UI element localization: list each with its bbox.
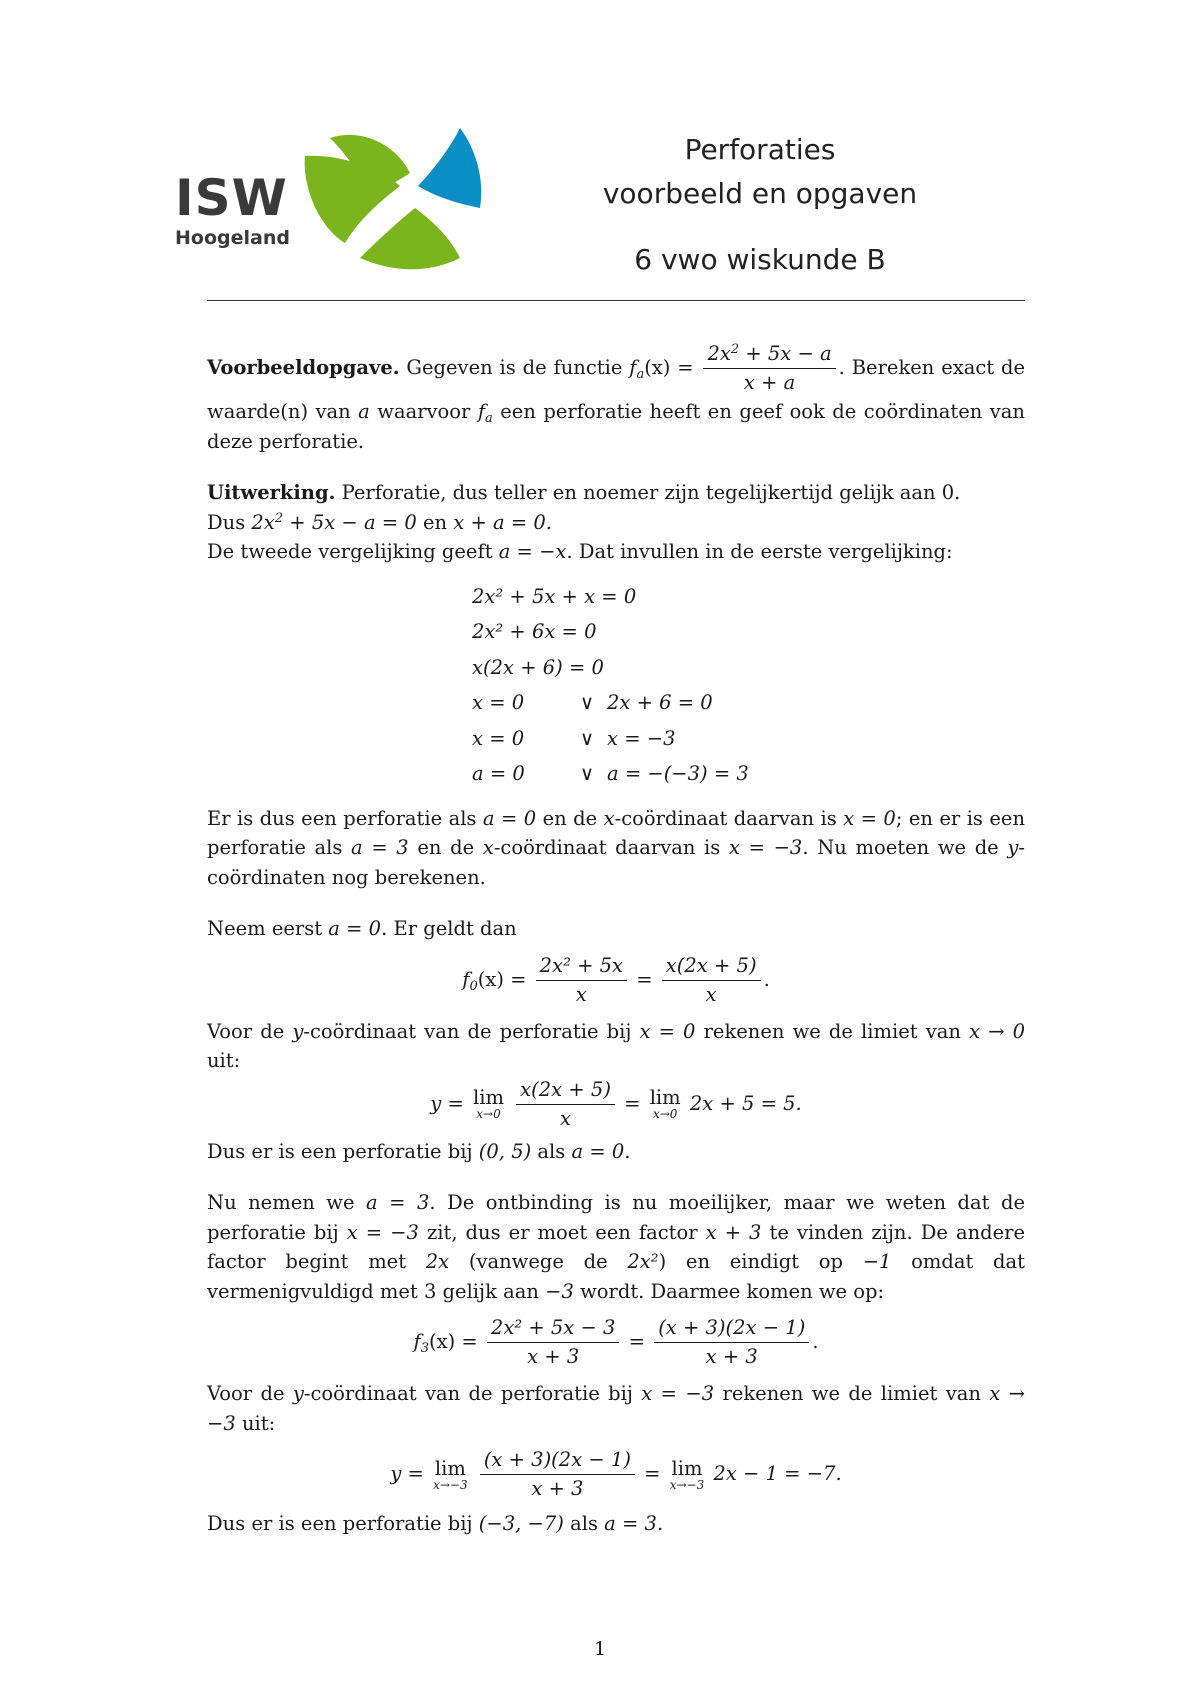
- numerator: 2x² + 5x − 3: [487, 1314, 620, 1343]
- fraction: [536, 952, 627, 1009]
- math: a = 0: [328, 917, 382, 940]
- math: f: [462, 967, 470, 991]
- example-problem: [207, 340, 1025, 456]
- math: a = 0.: [571, 1139, 631, 1163]
- text: een perforatie heeft en geef ook de coördinaten van deze perforatie.: [207, 400, 1025, 453]
- math: .: [763, 967, 770, 991]
- math: x + 3: [705, 1220, 762, 1244]
- text: ) en eindigt op: [658, 1250, 844, 1273]
- page-number: 1: [593, 1638, 607, 1660]
- math: x = −3: [346, 1220, 419, 1244]
- math: f: [629, 356, 637, 379]
- math: a = 0: [482, 806, 537, 830]
- math: 2x + 5 = 5.: [689, 1091, 802, 1115]
- math: y: [292, 1019, 304, 1043]
- math: .: [812, 1330, 819, 1353]
- math: =: [636, 967, 653, 991]
- clover-logo-icon: [300, 128, 500, 288]
- fraction: [662, 952, 761, 1009]
- equation-row: [472, 685, 1025, 721]
- equation-f3: [207, 1314, 1025, 1371]
- text: omdat dat vermenigvuldigd met 3 gelijk aan: [207, 1250, 1025, 1303]
- limit: [650, 1088, 681, 1120]
- numerator: x(2x + 5): [662, 952, 761, 981]
- math: a = 3.: [604, 1512, 664, 1535]
- logo-name: ISW: [175, 169, 288, 227]
- limit-equation-1: [207, 1076, 1025, 1133]
- fraction-fa: [703, 340, 835, 397]
- limit: [473, 1088, 504, 1120]
- text: Perforatie, dus teller en noemer zijn tegelijkertijd gelijk aan 0.: [341, 481, 961, 504]
- text: Gegeven is de functie: [406, 356, 623, 379]
- equation-row: [472, 579, 1025, 615]
- text: -coördinaat daarvan is: [493, 836, 721, 859]
- paragraph: [207, 1188, 1025, 1306]
- math: x: [603, 806, 615, 830]
- math: 2x − 1 = −7.: [713, 1462, 842, 1485]
- math: x + a = 0.: [453, 510, 552, 534]
- fraction: [654, 1314, 809, 1371]
- math: lim: [434, 1456, 466, 1480]
- numerator: (x + 3)(2x − 1): [654, 1314, 809, 1343]
- math: 2x: [425, 1250, 450, 1273]
- logo-leaf-green-lower: [360, 208, 460, 269]
- math: 2x: [251, 510, 275, 534]
- paragraph: [207, 914, 1025, 944]
- document-body: [207, 340, 1025, 1539]
- text: . Dat invullen in de eerste vergelijking:: [566, 540, 953, 563]
- math: (0, 5): [478, 1139, 532, 1163]
- math: ∨: [579, 691, 595, 714]
- math: x = 0: [639, 1019, 696, 1043]
- solution-intro: [207, 478, 1025, 567]
- fraction: [516, 1076, 615, 1133]
- text: De tweede vergelijking geeft: [207, 540, 493, 563]
- math: 2: [730, 342, 740, 357]
- document-header: [560, 128, 960, 282]
- math: x = −3: [641, 1382, 715, 1405]
- math: −3: [545, 1279, 574, 1303]
- math: + 5x − a: [739, 342, 832, 365]
- math: y =: [390, 1462, 424, 1485]
- header-divider: [207, 300, 1025, 301]
- paragraph: [207, 1017, 1025, 1076]
- paragraph: [207, 804, 1025, 893]
- text: te vinden zijn. De andere factor begint met: [207, 1220, 1026, 1273]
- math: 2x²: [627, 1250, 659, 1273]
- math: x: [482, 836, 494, 859]
- text: -coördinaat van de perforatie bij: [303, 1019, 632, 1043]
- text: rekenen we de limiet van: [703, 1019, 961, 1043]
- text: -coördinaat daarvan is: [614, 806, 837, 830]
- logo-subtitle: Hoogeland: [175, 227, 290, 249]
- math: a = 3: [366, 1191, 430, 1214]
- math: lim: [473, 1086, 504, 1109]
- text: en de: [417, 836, 475, 859]
- math: a = −(−3) = 3: [607, 762, 749, 785]
- math: f: [477, 400, 486, 423]
- numerator: [703, 340, 835, 369]
- math: x = −3: [607, 726, 676, 750]
- text: rekenen we de limiet van: [722, 1382, 981, 1405]
- paragraph: [207, 1379, 1025, 1438]
- math: −1: [862, 1250, 892, 1273]
- course-label: 6 vwo wiskunde B: [634, 243, 886, 276]
- school-logo: [175, 128, 495, 288]
- math: [251, 511, 416, 534]
- limit-equation-2: [207, 1446, 1025, 1503]
- math: =: [628, 1330, 645, 1353]
- math: (x) =: [477, 967, 527, 991]
- math: (−3, −7): [478, 1512, 564, 1535]
- math: x = 0: [472, 691, 525, 714]
- numerator: x(2x + 5): [516, 1076, 615, 1105]
- equation-steps: [472, 579, 1025, 792]
- math: a: [636, 367, 645, 382]
- math: x = 0: [472, 726, 525, 750]
- limit: [433, 1456, 468, 1492]
- math: 2x² + 6x = 0: [472, 620, 597, 643]
- math: x → −3: [207, 1382, 1025, 1435]
- denominator: x: [560, 1106, 572, 1130]
- denominator: x + 3: [705, 1345, 758, 1368]
- denominator: x: [575, 982, 587, 1006]
- text: Dus: [207, 510, 246, 534]
- math-fa: [629, 356, 694, 382]
- math: [477, 400, 493, 426]
- text: Voor de: [207, 1019, 285, 1043]
- numerator: 2x² + 5x: [536, 952, 627, 981]
- math: x→0: [652, 1107, 678, 1121]
- denominator: x: [705, 982, 717, 1006]
- math: a = 3: [351, 836, 409, 859]
- text: en: [422, 510, 448, 534]
- math: ∨: [579, 726, 595, 750]
- denominator: x + 3: [531, 1477, 584, 1500]
- math: x = 0: [843, 806, 896, 830]
- text: . Bereken exact de waarde(n) van: [207, 356, 1026, 423]
- paragraph: [207, 1137, 1025, 1167]
- text: als: [537, 1139, 566, 1163]
- logo-leaf-blue: [418, 128, 481, 208]
- equation-row: [472, 756, 1025, 792]
- text: (vanwege de: [468, 1250, 608, 1273]
- text: en de: [542, 806, 598, 830]
- denominator: x + a: [743, 371, 796, 394]
- math: ∨: [579, 762, 595, 785]
- math: 3: [420, 1341, 429, 1356]
- math: a = −x: [498, 540, 567, 563]
- math: a = 0: [472, 762, 525, 785]
- text: . De ontbinding is nu moeilijker, maar we weten dat de perforatie bij: [207, 1191, 1025, 1244]
- math: 2: [274, 510, 284, 526]
- math: x → 0: [969, 1019, 1026, 1043]
- math: x(2x + 6) = 0: [472, 655, 604, 679]
- math: a: [485, 411, 493, 426]
- logo-text: [175, 169, 290, 249]
- text: uit:: [241, 1411, 276, 1435]
- text: -coördinaten nog berekenen.: [207, 836, 1026, 889]
- text: Dus er is een perforatie bij: [207, 1139, 473, 1163]
- numerator: (x + 3)(2x − 1): [480, 1446, 635, 1475]
- text: . Nu moeten we de: [802, 836, 999, 859]
- document-title: Perforaties: [684, 133, 836, 166]
- example-heading: Voorbeeldopgave.: [207, 356, 400, 379]
- text: zit, dus er moet een factor: [426, 1220, 698, 1244]
- text: . Er geldt dan: [381, 917, 517, 940]
- math: y: [1007, 836, 1019, 859]
- text: wordt. Daarmee komen we op:: [580, 1279, 885, 1303]
- equation-row: [472, 614, 1025, 650]
- denominator: x + 3: [527, 1345, 580, 1368]
- math: 0: [469, 978, 478, 994]
- math: f: [413, 1330, 421, 1353]
- math: x→−3: [669, 1477, 705, 1492]
- math: y: [292, 1382, 304, 1405]
- math: x = −3: [728, 836, 803, 859]
- math: 2x: [707, 342, 731, 365]
- text: als: [570, 1512, 598, 1535]
- math: 2x² + 5x + x = 0: [472, 584, 637, 608]
- math: x→0: [476, 1107, 501, 1121]
- limit: [669, 1456, 705, 1492]
- document-subtitle: voorbeeld en opgaven: [602, 177, 918, 210]
- equation-row: [472, 721, 1025, 757]
- math: =: [644, 1462, 661, 1485]
- math: x→−3: [433, 1477, 468, 1492]
- text: waarvoor: [377, 400, 471, 423]
- math: 2x + 6 = 0: [607, 691, 713, 714]
- text: uit:: [207, 1049, 241, 1072]
- text: Voor de: [207, 1382, 285, 1405]
- math: =: [624, 1091, 641, 1115]
- math: + 5x − a = 0: [283, 510, 417, 534]
- paragraph: [207, 1509, 1025, 1539]
- math: (x) =: [428, 1330, 478, 1353]
- equation-f0: [207, 952, 1025, 1009]
- fraction: [487, 1314, 620, 1371]
- math: lim: [649, 1086, 681, 1109]
- math: (x) =: [644, 356, 694, 379]
- equation-row: [472, 650, 1025, 686]
- math: lim: [671, 1456, 703, 1480]
- text: Neem eerst: [207, 917, 323, 940]
- text: Dus er is een perforatie bij: [207, 1512, 473, 1535]
- solution-heading: Uitwerking.: [207, 481, 336, 504]
- text: ; en er is een perforatie als: [207, 806, 1026, 859]
- math: a: [358, 400, 370, 423]
- text: Nu nemen we: [207, 1191, 355, 1214]
- math: y =: [430, 1091, 464, 1115]
- fraction: [480, 1446, 635, 1503]
- text: -coördinaat van de perforatie bij: [303, 1382, 633, 1405]
- text: Er is dus een perforatie als: [207, 806, 477, 830]
